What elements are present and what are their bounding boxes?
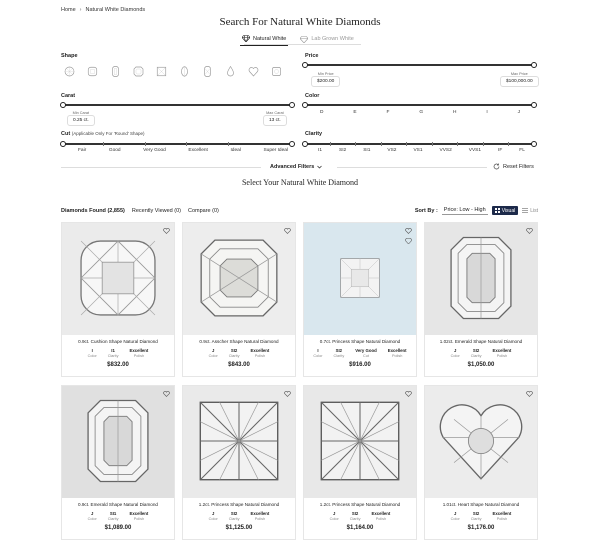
spec-value: Excellent	[129, 348, 149, 353]
clarity-scale-fl: FL	[519, 148, 525, 153]
product-price: $843.00	[228, 362, 250, 368]
spec-key: Clarity	[228, 517, 240, 521]
clarity-tick	[457, 142, 458, 146]
clarity-label: Clarity	[305, 131, 323, 137]
cut-note: (Applicable Only For 'Round' Shape)	[71, 131, 145, 136]
sort-label: Sort By :	[414, 207, 438, 214]
spec-clarity	[350, 511, 361, 521]
price-max	[500, 72, 539, 87]
wishlist-heart-icon[interactable]	[163, 391, 170, 398]
cut-tick	[103, 142, 104, 146]
price-min-input[interactable]: $200.00	[311, 76, 340, 87]
product-specs	[62, 511, 174, 521]
color-scale-i: I	[486, 110, 488, 115]
price-slider[interactable]	[305, 64, 534, 66]
spec-value: SI2	[230, 348, 238, 353]
clarity-scale	[318, 148, 525, 153]
spec-key: Clarity	[107, 517, 119, 521]
product-price: $1,164.00	[346, 525, 374, 531]
cut-scale-excellent: Excellent	[188, 148, 208, 153]
cut-tick	[228, 142, 229, 146]
product-card[interactable]	[303, 222, 417, 377]
spec-value: J	[453, 511, 457, 516]
chevron-right-icon: ›	[79, 7, 82, 13]
spec-value: J	[211, 348, 215, 353]
diamond-princess-image	[195, 397, 283, 487]
shape-heart-icon[interactable]	[247, 65, 259, 77]
clarity-tick	[381, 142, 382, 146]
divider	[61, 167, 261, 168]
cut-scale-fair: Fair	[78, 148, 87, 153]
shape-pear-icon[interactable]	[224, 65, 236, 77]
spec-value: J	[453, 348, 457, 353]
wishlist-heart-icon[interactable]	[405, 391, 412, 398]
color-slider[interactable]	[305, 104, 534, 106]
cut-tick	[145, 142, 146, 146]
breadcrumb-home[interactable]: Home	[61, 7, 76, 13]
list-icon	[522, 208, 528, 213]
product-price: $1,089.00	[104, 525, 132, 531]
product-image[interactable]	[62, 223, 174, 335]
carat-min-label: Min Carat	[72, 111, 90, 115]
diamond-asscher-image	[196, 235, 282, 323]
clarity-tick	[355, 142, 356, 146]
carat-slider[interactable]	[63, 104, 292, 106]
spec-key: Polish	[254, 354, 266, 358]
spec-polish	[492, 348, 511, 358]
clarity-scale-if: IF	[498, 148, 503, 153]
product-card[interactable]	[182, 385, 296, 540]
cut-scale-super-ideal: Super Ideal	[263, 148, 288, 153]
product-price: $1,125.00	[225, 525, 253, 531]
color-label: Color	[305, 93, 320, 99]
price-min-label: Min Price	[317, 72, 334, 76]
price-max-input[interactable]: $100,000.00	[500, 76, 539, 87]
cut-tick	[186, 142, 187, 146]
product-specs	[183, 348, 295, 358]
price-max-handle[interactable]	[531, 62, 537, 68]
price-label: Price	[305, 53, 319, 59]
spec-value: SI2	[335, 348, 343, 353]
tab-label: Natural White	[253, 35, 287, 42]
color-scale-f: F	[386, 110, 390, 115]
spec-key: Clarity	[228, 354, 240, 358]
spec-key: Polish	[133, 354, 145, 358]
spec-value: I	[91, 348, 93, 353]
product-specs	[62, 348, 174, 358]
spec-value: Excellent	[492, 511, 512, 516]
product-name[interactable]: 1.2ct. Princess Shape Natural Diamond	[198, 502, 280, 507]
list-view-button[interactable]	[522, 208, 538, 214]
wishlist-heart-icon[interactable]	[284, 228, 291, 235]
spec-value: SI2	[472, 348, 480, 353]
spec-value: Excellent	[250, 511, 270, 516]
diamond-princess-image	[316, 397, 404, 487]
cut-min-handle[interactable]	[60, 141, 66, 147]
carat-max-handle[interactable]	[289, 102, 295, 108]
product-name[interactable]: 0.9ct. Emerald Shape Natural Diamond	[78, 502, 158, 507]
diamond-princess-small-image	[338, 256, 382, 302]
shape-oval-icon[interactable]	[178, 65, 190, 77]
wishlist-heart-icon[interactable]	[526, 391, 533, 398]
carat-max-label: Max Carat	[266, 111, 284, 115]
clarity-scale-vvs1: VVS1	[468, 148, 482, 153]
clarity-min-handle[interactable]	[302, 141, 308, 147]
spec-polish	[388, 348, 407, 358]
product-image[interactable]	[304, 223, 416, 335]
cut-scale-good: Good	[108, 148, 121, 153]
product-specs	[425, 348, 537, 358]
spec-key: Polish	[375, 517, 387, 521]
spec-value: J	[90, 511, 94, 516]
grid-icon	[495, 208, 500, 213]
spec-color	[209, 511, 218, 521]
product-specs	[304, 511, 416, 521]
spec-color	[313, 348, 322, 358]
wishlist-heart-icon[interactable]	[405, 228, 412, 235]
diamond-cushion-image	[74, 234, 162, 324]
lab-diamond-icon	[300, 36, 308, 43]
diamond-icon	[242, 35, 250, 42]
spec-key: Color	[208, 517, 218, 521]
product-grid	[61, 222, 538, 540]
spec-color	[88, 511, 97, 521]
cut-scale-ideal: Ideal	[230, 148, 241, 153]
spec-clarity	[229, 348, 240, 358]
shape-asscher-icon[interactable]	[132, 65, 144, 77]
product-card[interactable]	[182, 222, 296, 377]
carat-max	[263, 111, 287, 126]
spec-value: Excellent	[129, 511, 149, 516]
spec-polish	[129, 348, 148, 358]
product-image[interactable]	[62, 386, 174, 498]
product-image[interactable]	[183, 386, 295, 498]
spec-key: Clarity	[470, 517, 482, 521]
cut-max-handle[interactable]	[289, 141, 295, 147]
spec-value: Excellent	[492, 348, 512, 353]
spec-key: Color	[87, 517, 97, 521]
breadcrumb-current: Natural White Diamonds	[85, 7, 146, 13]
price-min-handle[interactable]	[302, 62, 308, 68]
carat-min-input[interactable]: 0.25 ct.	[67, 115, 95, 126]
spec-clarity	[108, 348, 119, 358]
tabs-divider	[244, 44, 361, 45]
clarity-scale-vs1: VS1	[413, 148, 423, 153]
spec-clarity	[471, 348, 482, 358]
results-toolbar	[61, 206, 538, 215]
cut-slider[interactable]	[63, 143, 292, 145]
spec-value: J	[211, 511, 215, 516]
page-title: Search For Natural White Diamonds	[219, 16, 381, 28]
spec-key: Polish	[392, 354, 403, 358]
spec-value: Excellent	[387, 348, 407, 353]
carat-max-input[interactable]: 13 ct.	[263, 115, 287, 126]
spec-value: SI1	[109, 511, 117, 516]
reset-filters-button[interactable]	[493, 163, 534, 170]
spec-value: SI2	[351, 511, 359, 516]
product-name[interactable]: 0.9ct. Cushion Shape Natural Diamond	[78, 339, 158, 344]
advanced-filters-label: Advanced Filters	[270, 164, 315, 170]
clarity-max-handle[interactable]	[531, 141, 537, 147]
spec-key: Color	[208, 354, 218, 358]
clarity-slider[interactable]	[305, 143, 534, 145]
product-name[interactable]: 1.2ct. Princess Shape Natural Diamond	[319, 502, 401, 507]
shape-marquise-icon[interactable]	[270, 65, 282, 77]
diamond-view-icon[interactable]	[405, 238, 412, 246]
spec-key: Clarity	[333, 354, 345, 358]
clarity-scale-si2: SI2	[339, 148, 347, 153]
spec-polish	[250, 511, 269, 521]
diamonds-found-tab[interactable]: Diamonds Found (2,855)	[61, 207, 125, 214]
spec-key: Color	[329, 517, 339, 521]
product-name[interactable]: 0.9ct. Asscher Shape Natural Diamond	[199, 339, 279, 344]
advanced-filters-toggle[interactable]	[270, 164, 322, 170]
spec-key: Polish	[496, 354, 508, 358]
cut-scale	[78, 148, 288, 153]
product-price: $916.00	[349, 362, 371, 368]
spec-value: I	[317, 348, 319, 353]
spec-color	[209, 348, 218, 358]
shape-emerald-icon[interactable]	[109, 65, 121, 77]
spec-value: Excellent	[371, 511, 391, 516]
clarity-scale-vs2: VS2	[387, 148, 397, 153]
cut-scale-very-good: Very Good	[143, 148, 166, 153]
product-image[interactable]	[425, 223, 537, 335]
color-scale-h: H	[452, 110, 457, 115]
spec-value: Excellent	[250, 348, 270, 353]
spec-key: Color	[87, 354, 97, 358]
spec-value: Very Good	[355, 348, 377, 353]
shape-selector	[63, 65, 282, 77]
reset-icon	[493, 163, 500, 170]
product-name[interactable]: 1.01ct. Heart Shape Natural Diamond	[442, 502, 520, 507]
clarity-tick	[508, 142, 509, 146]
diamond-emerald-image	[74, 397, 162, 487]
product-card[interactable]	[61, 385, 175, 540]
color-scale	[320, 110, 520, 115]
diamond-heart-image	[436, 396, 526, 488]
product-card[interactable]	[424, 385, 538, 540]
product-price: $832.00	[107, 362, 129, 368]
spec-key: Color	[450, 517, 460, 521]
spec-key: Cut	[363, 354, 369, 358]
compare-tab[interactable]: Compare (0)	[188, 207, 219, 214]
color-scale-j: J	[517, 110, 520, 115]
product-card[interactable]	[424, 222, 538, 377]
shape-cushion-icon[interactable]	[86, 65, 98, 77]
clarity-scale-si1: SI1	[363, 148, 371, 153]
clarity-tick	[483, 142, 484, 146]
spec-value: SI2	[472, 511, 480, 516]
shape-label: Shape	[61, 53, 78, 59]
color-scale-e: E	[353, 110, 357, 115]
cut-label-text: Cut	[61, 131, 71, 137]
spec-color	[451, 348, 460, 358]
spec-key: Clarity	[470, 354, 482, 358]
clarity-scale-vvs2: VVS2	[439, 148, 452, 153]
product-card[interactable]	[303, 385, 417, 540]
visual-view-button[interactable]	[492, 206, 519, 215]
color-min-handle[interactable]	[302, 102, 308, 108]
breadcrumb	[61, 7, 145, 13]
shape-princess-icon[interactable]	[155, 65, 167, 77]
spec-key: Color	[313, 354, 323, 358]
sort-select[interactable]: Price: Low - High	[443, 206, 486, 213]
color-scale-d: D	[320, 110, 324, 115]
clarity-tick	[330, 142, 331, 146]
clarity-tick	[432, 142, 433, 146]
spec-polish	[371, 511, 390, 521]
spec-polish	[129, 511, 148, 521]
spec-key: Polish	[254, 517, 266, 521]
product-specs	[425, 511, 537, 521]
product-image[interactable]	[183, 223, 295, 335]
shape-radiant-icon[interactable]	[201, 65, 213, 77]
visual-label: Visual	[501, 207, 516, 214]
cut-label	[61, 131, 144, 137]
chevron-down-icon	[317, 165, 322, 169]
spec-clarity	[333, 348, 344, 358]
product-image[interactable]	[304, 386, 416, 498]
product-price: $1,176.00	[467, 525, 495, 531]
product-price: $1,050.00	[467, 362, 495, 368]
spec-key: Polish	[496, 517, 508, 521]
spec-clarity	[108, 511, 119, 521]
carat-min-handle[interactable]	[60, 102, 66, 108]
spec-clarity	[229, 511, 240, 521]
section-title: Select Your Natural White Diamond	[241, 178, 359, 187]
price-max-label: Max Price	[510, 72, 528, 76]
product-image[interactable]	[425, 386, 537, 498]
recently-viewed-tab[interactable]: Recently Viewed (0)	[131, 207, 181, 214]
color-scale-g: G	[419, 110, 424, 115]
product-name[interactable]: 0.7ct. Princess Shape Natural Diamond	[319, 339, 401, 344]
reset-filters-label: Reset Filters	[503, 163, 534, 170]
spec-polish	[250, 348, 269, 358]
product-name[interactable]: 1.02ct. Emerald Shape Natural Diamond	[439, 339, 523, 344]
spec-cut	[355, 348, 377, 358]
wishlist-heart-icon[interactable]	[163, 228, 170, 235]
tab-label: Lab Grown White	[311, 36, 354, 42]
carat-label: Carat	[61, 93, 76, 99]
clarity-tick	[406, 142, 407, 146]
spec-value: J	[332, 511, 336, 516]
list-label: List	[530, 207, 538, 214]
spec-key: Polish	[133, 517, 145, 521]
carat-min	[67, 111, 95, 126]
spec-key: Clarity	[349, 517, 361, 521]
wishlist-heart-icon[interactable]	[284, 391, 291, 398]
spec-color	[330, 511, 339, 521]
spec-value: I1	[111, 348, 115, 353]
spec-polish	[492, 511, 511, 521]
product-specs	[183, 511, 295, 521]
product-card[interactable]	[61, 222, 175, 377]
divider	[337, 167, 487, 168]
clarity-scale-i1: I1	[318, 148, 323, 153]
product-specs	[304, 348, 416, 358]
shape-round-icon[interactable]	[63, 65, 75, 77]
spec-color	[451, 511, 460, 521]
color-max-handle[interactable]	[531, 102, 537, 108]
diamond-emerald-image	[437, 234, 525, 324]
wishlist-heart-icon[interactable]	[526, 228, 533, 235]
spec-key: Color	[450, 354, 460, 358]
spec-clarity	[471, 511, 482, 521]
spec-value: SI2	[230, 511, 238, 516]
spec-color	[88, 348, 97, 358]
price-min	[311, 72, 340, 87]
spec-key: Clarity	[107, 354, 119, 358]
